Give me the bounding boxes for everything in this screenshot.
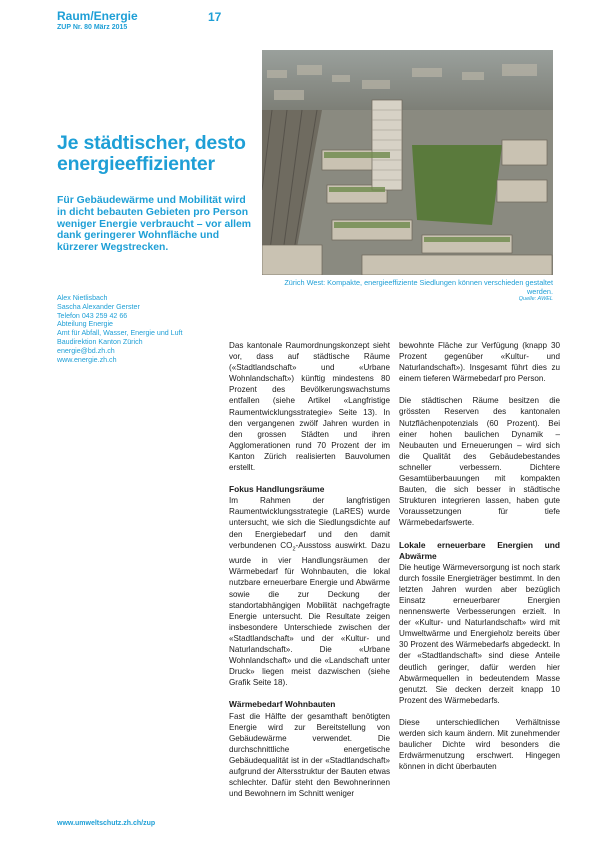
article-lead: Für Gebäudewärme und Mobilität wird in dicht bebauten Gebieten pro Person weniger Energie verbraucht – vor allem dank geringerer Wohnfläche und kürzerer Wegstrecken. (57, 195, 252, 254)
contact-line: Alex Nietlisbach (57, 294, 108, 302)
contact-line: Amt für Abfall, Wasser, Energie und Luft (57, 329, 183, 338)
article-headline: Je städtischer, desto energieeffizienter (57, 132, 246, 175)
paragraph-text: -Ausstoss auswirkt. Dazu wurde in vier Handlungsräumen der Wärmebedarf für Wohnbauten, die lokal nutzbare erneuerbare Energie und Abwärme sowie die zur Deckung der standortabhängigen Mobilität nachgefragte Energie untersucht. Die Resultate zeigen insbesondere Unterschiede zwischen der «Stadtlandschaft» und der «Kultur- und Naturlandschaft». Die «Urbane Wohnlandschaft» und die «Landschaft unter Druck» liegen meist dazwischen (siehe Grafik Seite 18). (229, 540, 390, 688)
footer-url[interactable]: www.umweltschutz.zh.ch/zup (57, 820, 156, 827)
paragraph-text: Im Rahmen der langfristigen Raumentwicklungsstrategie (LaRES) wurde untersucht, wie sich die Siedlungsdichte auf den Energiebedarf und den damit verbundenen CO (229, 496, 390, 550)
body-paragraph: Das kantonale Raumordnungskonzept sieht vor, dass auf städtische Räume («Stadtlandschaft» und «Urbane Wohnlandschaft») künftig mindestens 80 Prozent des Bevölkerungswachstums entfallen (siehe Artikel «Langfristige Raumentwicklungsstrategie» Seite 13). In den vergangenen zwölf Jahren wurden in den grossen Städten und ihren Agglomerationen rund 70 Prozent der im Kanton Zürich realisierten Bauvolumen erstellt. (229, 341, 390, 473)
contact-line: Baudirektion Kanton Zürich (57, 337, 143, 346)
body-paragraph: Diese unterschiedlichen Verhältnisse werden sich kaum ändern. Mit zunehmender baulicher Dichte wird besonders die Erdwärmenutzung erschwert. Hingegen können in dicht überbauten (399, 717, 560, 772)
body-column-1 (229, 340, 390, 812)
contact-line: Telefon 043 259 42 66 (57, 311, 128, 320)
aerial-photo (262, 50, 553, 275)
author-contact (57, 294, 257, 364)
co2-subscript: 2 (292, 546, 296, 553)
body-paragraph (229, 495, 390, 688)
aerial-photo-image (262, 50, 553, 275)
contact-line: Abteilung Energie (57, 320, 114, 329)
subheading: Lokale erneuerbare Energien und Abwärme (399, 539, 560, 561)
contact-website[interactable]: www.energie.zh.ch (57, 355, 117, 364)
body-column-2 (399, 340, 560, 812)
photo-caption: Zürich West: Kompakte, energieeffiziente Siedlungen können verschieden gestaltet werden. (284, 278, 553, 296)
contact-line: Sascha Alexander Gerster (57, 302, 140, 311)
section-title: Raum/Energie (57, 9, 138, 23)
body-paragraph: Fast die Hälfte der gesamthaft benötigten Energie wird zur Bereitstellung von Gebäudewärme verwendet. Die durchschnittliche energetische Gebäudequalität ist in der «Stadtlandschaft» aufgrund der Altersstruktur der Bauten etwas schlechter. Dafür steht den Bewohnerinnen und Bewohnern im Schnitt weniger (229, 711, 390, 799)
photo-source: Quelle: AWEL (518, 296, 553, 302)
contact-email[interactable]: energie@bd.zh.ch (57, 346, 115, 355)
page-number: 17 (208, 10, 222, 24)
issue-label: ZUP Nr. 80 März 2015 (57, 24, 128, 31)
body-paragraph: Die städtischen Räume besitzen die grössten Reserven des kantonalen Nutzflächenpotenzials (60 Prozent). Bei einer hohen baulichen Dynamik – Neubauten und Erneuerungen – wird sich die Qualität des Gebäudebestandes schneller verbessern. Dichtere Gesamtüberbauungen mit kompakten Bauten, die sich besser in städtische Strukturen integrieren lassen, haben gute Voraussetzungen für tiefe Wärmebedarfswerte. (399, 396, 560, 528)
body-paragraph: Die heutige Wärmeversorgung ist noch stark durch fossile Energieträger bestimmt. In den letzten Jahren wurden aber bezüglich Einsatz erneuerbarer Energien nennenswerte Verbesserungen erzielt. In der «Kultur- und Naturlandschaft» wird mit Umweltwärme und Energieholz bereits über 30 Prozent des Wärmebedarfs abgedeckt. In der «Stadtlandschaft» sind diese Anteile deutlich geringer, dafür werden hier Abwärmequellen in bedeutendem Masse genutzt. Sie decken derzeit knapp 10 Prozent des Wärmebedarfs. (399, 562, 560, 705)
body-paragraph-continued: bewohnte Fläche zur Verfügung (knapp 30 Prozent gegenüber «Kultur- und Naturlandschaft»). Insgesamt führt dies zu einem tieferen Wärmebedarf pro Person. (399, 341, 560, 384)
subheading: Wärmebedarf Wohnbauten (229, 699, 336, 710)
subheading: Fokus Handlungsräume (229, 484, 325, 495)
